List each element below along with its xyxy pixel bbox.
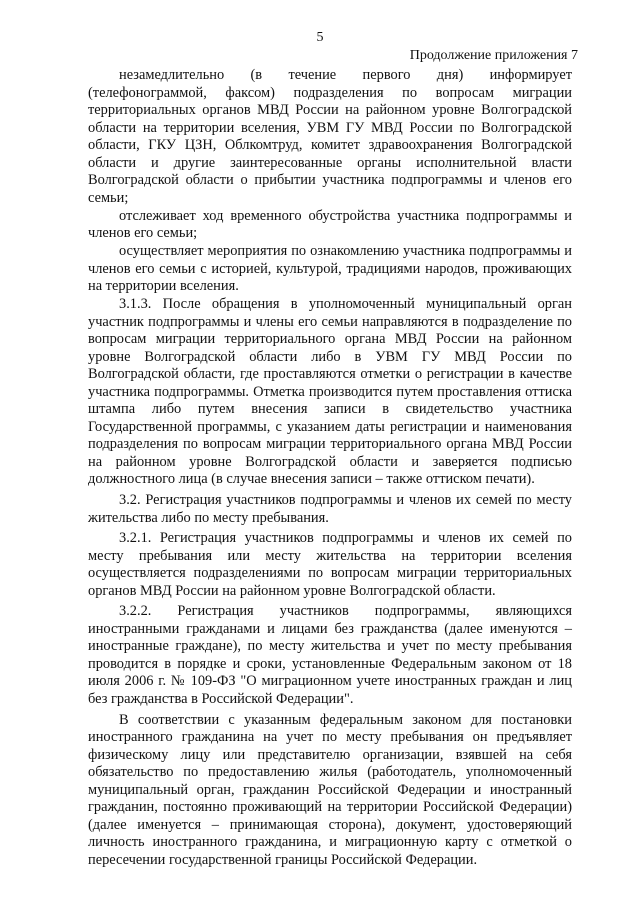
paragraph-3-2-2: 3.2.2. Регистрация участников подпрограммы, являющихся иностранными гражданами и лицами без гражданства (далее именуются – иностранные граждане), по месту жительства и учет по месту пребывания проводится в порядке и сроки, установленные Федеральным законом от 18 июля 2006 г. № 109-ФЗ "О миграционном учете иностранных граждан и лиц без гражданства в Российской Федерации". — [88, 603, 572, 708]
paragraph-federal-law: В соответствии с указанным федеральным законом для постановки иностранного гражданина на учет по месту пребывания он предъявляет физическому лицу или представителю организации, взявшей на себя обязательство по предоставлению жилья (работодатель, уполномоченный муниципальный орган, гражданин Российской Федерации и иностранный гражданин, постоянно проживающий на территории Российской Федерации) (далее именуется – принимающая сторона), документ, удостоверяющий личность иностранного гражданина, и миграционную карту с отметкой о пересечении государственной границы Российской Федерации. — [88, 711, 572, 868]
paragraph-3-2: 3.2. Регистрация участников подпрограммы и членов их семей по месту жительства либо по месту пребывания. — [88, 492, 572, 526]
paragraph-monitors: отслеживает ход временного обустройства участника подпрограммы и членов его семьи; — [88, 207, 572, 242]
page-number: 5 — [316, 30, 324, 45]
paragraph-informs: незамедлительно (в течение первого дня) информирует (телефонограммой, факсом) подразделения по вопросам миграции территориальных органов МВД России на районном уровне Волгоградской области на территории вселения, УВМ ГУ МВД России по Волгоградской области, ГКУ ЦЗН, Облкомтруд, комитет здравоохранения Волгоградской области и другие заинтересованные органы исполнительной власти Волгоградской области о прибытии участника подпрограммы и членов его семьи; — [88, 67, 572, 206]
document-body — [88, 67, 572, 870]
paragraph-3-1-3: 3.1.3. После обращения в уполномоченный муниципальный орган участник подпрограммы и члены его семьи направляются в подразделение по вопросам миграции территориального органа МВД России на районном уровне Волгоградской области либо в УВМ ГУ МВД России по Волгоградской области, где проставляются отметки о регистрации в качестве участника подпрограммы. Отметка производится путем проставления оттиска штампа либо путем внесения записи в свидетельство участника Государственной программы, с указанием даты регистрации и наименования подразделения по вопросам миграции территориального органа МВД России на районном уровне Волгоградской области и заверяется подписью должностного лица (в случае внесения записи – также оттиском печати). — [88, 296, 572, 488]
continuation-label: Продолжение приложения 7 — [409, 48, 578, 63]
paragraph-acquaintance: осуществляет мероприятия по ознакомлению участника подпрограммы и членов его семьи с историей, культурой, традициями народов, проживающих на территории вселения. — [88, 243, 572, 295]
paragraph-3-2-1: 3.2.1. Регистрация участников подпрограммы и членов их семей по месту пребывания или месту жительства на территории вселения осуществляется подразделениями по вопросам миграции территориальных органов МВД России на районном уровне Волгоградской области. — [88, 530, 572, 599]
